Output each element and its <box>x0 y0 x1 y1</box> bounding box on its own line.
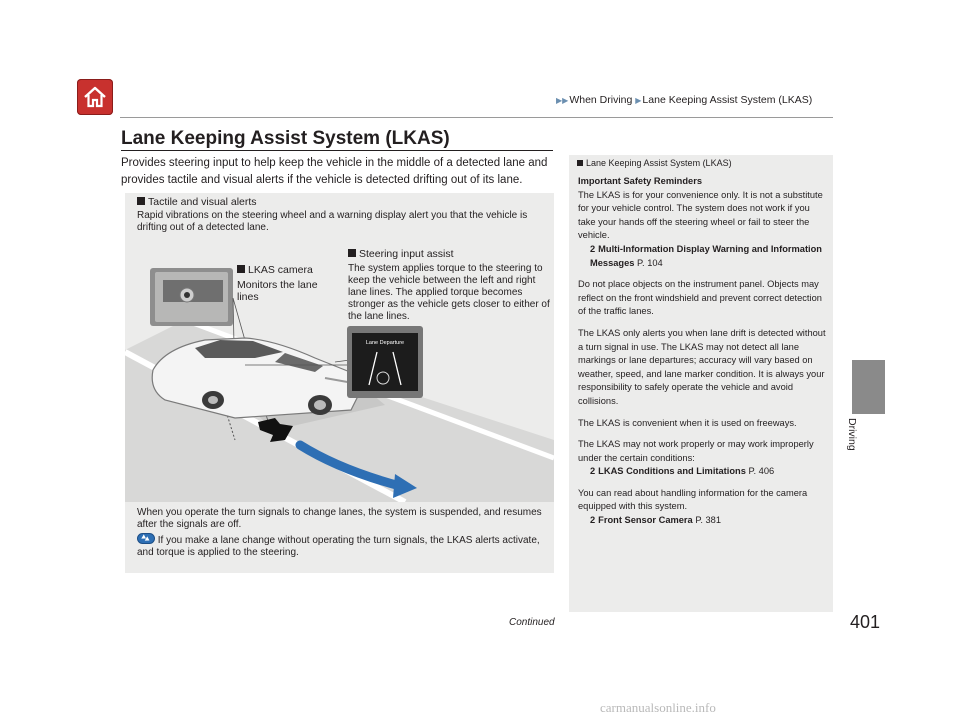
square-bullet-icon <box>577 160 583 166</box>
sidebar-paragraph: You can read about handling information for the camera equipped with this system. <box>578 487 808 512</box>
steering-assist-text: The system applies torque to the steering to keep the vehicle between the left and right lane lines. The applied torque becomes stronger as the vehicle gets closer to either of the lane lines. <box>348 263 550 322</box>
sidebar-paragraph: The LKAS is convenient when it is used on freeways. <box>578 417 797 428</box>
section-tab-label: Driving <box>846 418 858 451</box>
steering-assist-callout <box>348 248 552 323</box>
reference-arrow-icon: 2 <box>590 243 596 254</box>
tactile-alerts-text: Rapid vibrations on the steering wheel and a warning display alert you that the vehicle is drifting out of a detected lane. <box>137 210 528 233</box>
sidebar-paragraph: The LKAS only alerts you when lane drift is detected without a turn signal in use. The LKAS may not detect all lane markings or lane departures; accuracy will vary based on weather, speed, and lane marker condition. It is always your responsibility to safely operate the vehicle and avoid collisions. <box>578 327 826 406</box>
title-divider <box>121 150 553 151</box>
reference-link[interactable] <box>578 465 828 479</box>
sidebar-title <box>577 158 732 168</box>
intro-text: Provides steering input to help keep the vehicle in the middle of a detected lane and provides tactile and visual alerts if the vehicle is detected drifting out of its lane. <box>121 157 548 186</box>
display-label: Lane Departure <box>365 340 405 346</box>
home-button[interactable] <box>77 79 113 115</box>
section-tab[interactable] <box>852 360 885 414</box>
watermark: carmanualsonline.info <box>600 700 716 715</box>
breadcrumb <box>556 94 812 106</box>
reference-label[interactable]: Multi-Information Display Warning and Information Messages <box>590 243 822 268</box>
reference-arrow-icon: 2 <box>590 466 596 477</box>
square-bullet-icon <box>237 265 245 273</box>
reference-page: P. 381 <box>695 515 721 526</box>
breadcrumb-item[interactable]: Lane Keeping Assist System (LKAS) <box>642 94 813 106</box>
reference-page: P. 104 <box>637 257 663 268</box>
sidebar-paragraph: The LKAS is for your convenience only. It is not a substitute for your vehicle control. The system does not work if you take your hands off the steering wheel or fail to steer the vehicle. <box>578 189 823 241</box>
lkas-camera-text: Monitors the lane lines <box>237 279 318 303</box>
sidebar-title-text: Lane Keeping Assist System (LKAS) <box>586 158 732 168</box>
tactile-alerts-title: Tactile and visual alerts <box>148 196 257 208</box>
lane-departure-display <box>347 326 423 398</box>
lkas-camera-title: LKAS camera <box>248 264 313 276</box>
square-bullet-icon <box>137 197 145 205</box>
breadcrumb-arrow-icon: ▶▶ <box>556 96 569 105</box>
home-icon <box>81 83 109 111</box>
reference-link[interactable] <box>578 243 828 270</box>
continued-label: Continued <box>509 617 555 628</box>
reference-label[interactable]: Front Sensor Camera <box>598 515 693 526</box>
steering-assist-title: Steering input assist <box>359 248 454 260</box>
sidebar-heading: Important Safety Reminders <box>578 176 702 186</box>
reference-label[interactable]: LKAS Conditions and Limitations <box>598 466 746 477</box>
turn-signal-icon <box>137 533 155 544</box>
sidebar-paragraph: Do not place objects on the instrument panel. Objects may reflect on the front windshield and prevent correct detection of the traffic lanes. <box>578 279 822 317</box>
page-title: Lane Keeping Assist System (LKAS) <box>121 128 450 149</box>
page-number: 401 <box>850 612 881 632</box>
breadcrumb-arrow-icon: ▶ <box>635 96 642 105</box>
turn-signal-section <box>137 507 549 559</box>
square-bullet-icon <box>348 249 356 257</box>
no-signal-text: If you make a lane change without operating the turn signals, the LKAS alerts activate, and torque is applied to the steering. <box>137 535 540 558</box>
reference-page: P. 406 <box>748 466 775 477</box>
no-signal-text-block <box>137 533 549 559</box>
reference-arrow-icon: 2 <box>590 515 596 526</box>
sidebar-paragraph: The LKAS may not work properly or may work improperly under the certain conditions: <box>578 439 814 463</box>
lkas-camera-callout <box>237 264 337 303</box>
breadcrumb-item[interactable]: When Driving <box>569 94 633 106</box>
header-divider <box>120 117 833 118</box>
camera-inset-image <box>150 268 233 326</box>
reference-link[interactable] <box>578 514 828 528</box>
turn-signal-text: When you operate the turn signals to change lanes, the system is suspended, and resumes after the signals are off. <box>137 507 542 530</box>
tactile-alerts-section <box>137 196 547 234</box>
sidebar-body <box>578 175 828 536</box>
